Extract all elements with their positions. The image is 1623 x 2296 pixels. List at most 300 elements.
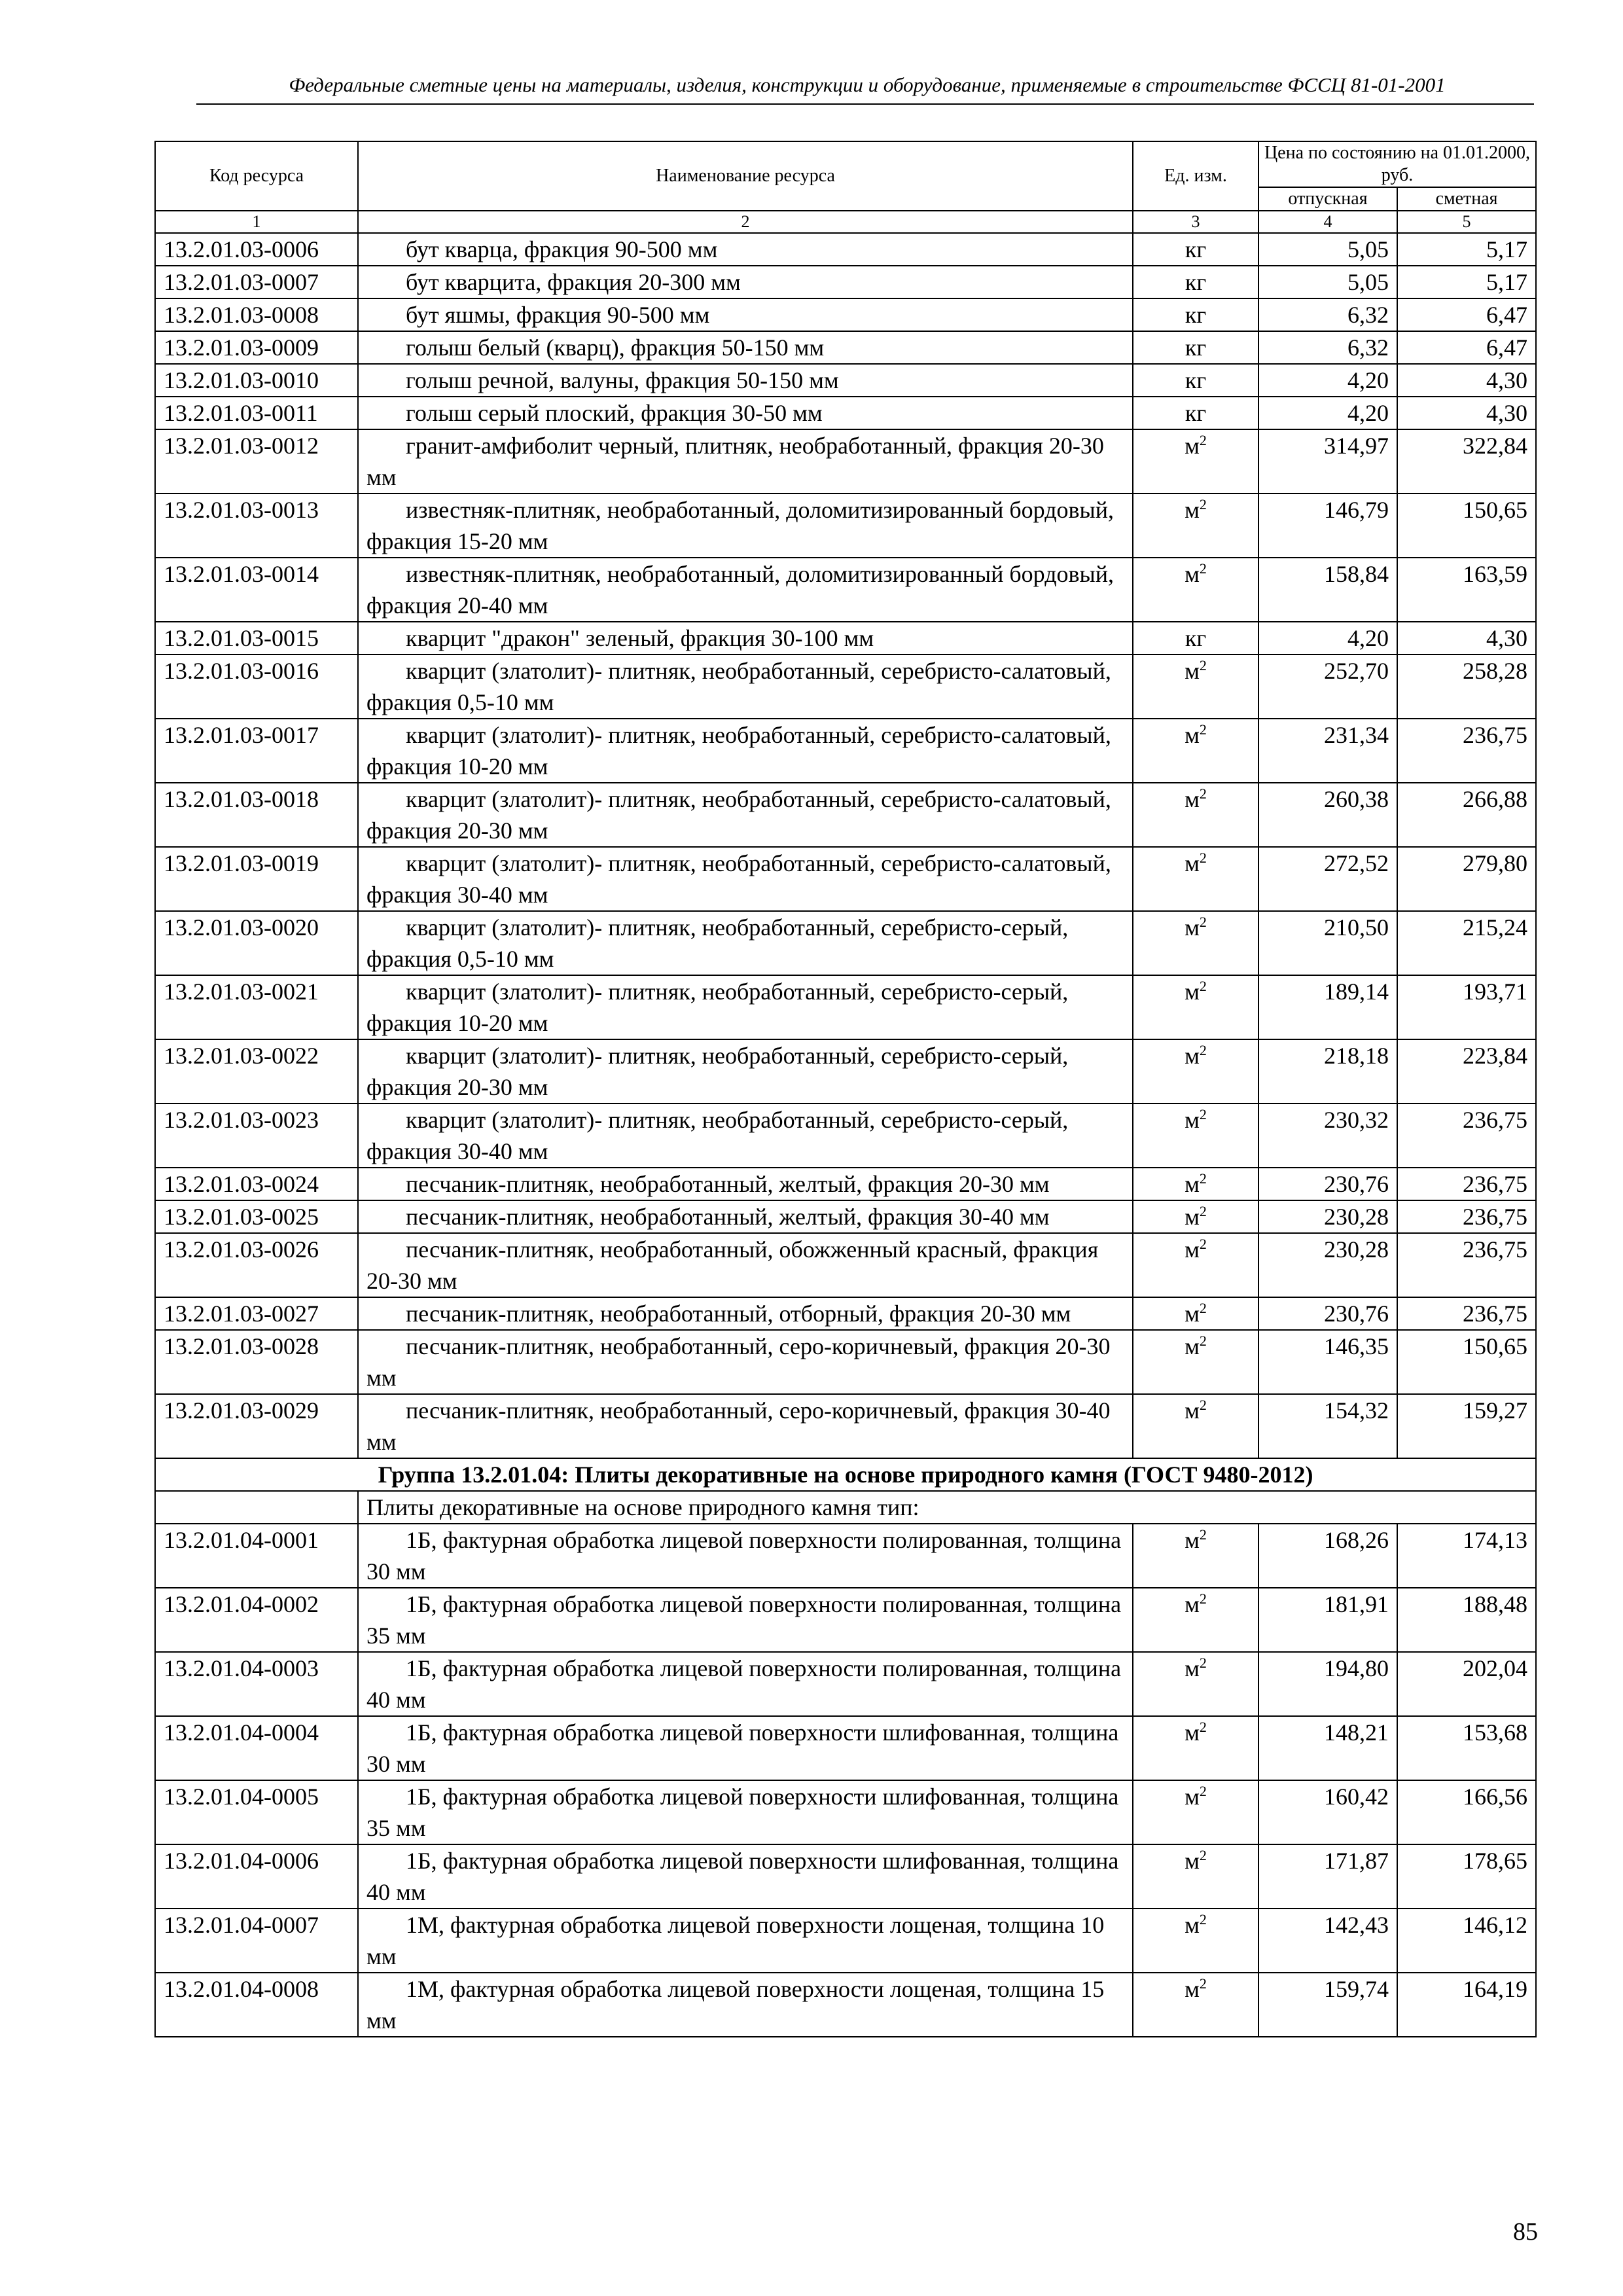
estimate-price: 174,13: [1397, 1524, 1536, 1588]
release-price: 6,32: [1258, 331, 1397, 364]
resource-name-text: голыш речной, валуны, фракция 50-150 мм: [406, 367, 839, 393]
header-unit: Ед. изм.: [1133, 141, 1258, 211]
table-row: [155, 847, 1536, 911]
estimate-price: 188,48: [1397, 1588, 1536, 1652]
release-price: 189,14: [1258, 975, 1397, 1039]
release-price: 230,32: [1258, 1103, 1397, 1168]
unit-text: м: [1185, 1397, 1200, 1424]
table-row: [155, 1652, 1536, 1716]
unit-cell: [1133, 622, 1258, 655]
unit-cell: [1133, 1039, 1258, 1103]
table-row: [155, 1394, 1536, 1458]
group-heading: Группа 13.2.01.04: Плиты декоративные на основе природного камня (ГОСТ 9480-2012): [155, 1458, 1536, 1491]
estimate-price: 266,88: [1397, 783, 1536, 847]
resource-name: [358, 655, 1133, 719]
unit-text: м: [1185, 1784, 1200, 1810]
unit-cell: [1133, 397, 1258, 429]
resource-name-text: песчаник-плитняк, необработанный, серо-коричневый, фракция 20-30 мм: [366, 1333, 1111, 1391]
resource-name: [358, 1200, 1133, 1233]
unit-exponent: 2: [1199, 1300, 1207, 1316]
resource-code: 13.2.01.03-0028: [155, 1330, 358, 1394]
unit-cell: [1133, 266, 1258, 298]
resource-code: 13.2.01.03-0008: [155, 298, 358, 331]
resource-name: [358, 558, 1133, 622]
estimate-price: 236,75: [1397, 719, 1536, 783]
estimate-price: 166,56: [1397, 1780, 1536, 1844]
resource-name-text: 1Б, фактурная обработка лицевой поверхности полированная, толщина 30 мм: [366, 1527, 1122, 1585]
estimate-price: 5,17: [1397, 266, 1536, 298]
resource-name-text: песчаник-плитняк, необработанный, серо-коричневый, фракция 30-40 мм: [366, 1397, 1111, 1455]
unit-exponent: 2: [1199, 1042, 1207, 1058]
resource-code: 13.2.01.03-0029: [155, 1394, 358, 1458]
unit-text: м: [1185, 658, 1200, 684]
release-price: 142,43: [1258, 1909, 1397, 1973]
resource-name-text: голыш серый плоский, фракция 30-50 мм: [406, 400, 823, 426]
resource-name: [358, 266, 1133, 298]
resource-name-text: бут кварца, фракция 90-500 мм: [406, 236, 718, 262]
resource-name-text: 1Б, фактурная обработка лицевой поверхности шлифованная, толщина 35 мм: [366, 1784, 1119, 1841]
unit-cell: [1133, 1652, 1258, 1716]
resource-name: [358, 1524, 1133, 1588]
unit-text: кг: [1185, 236, 1207, 262]
table-row: [155, 266, 1536, 298]
resource-name-text: известняк-плитняк, необработанный, доломитизированный бордовый, фракция 20-40 мм: [366, 561, 1114, 619]
resource-code: 13.2.01.03-0018: [155, 783, 358, 847]
release-price: 4,20: [1258, 364, 1397, 397]
estimate-price: 5,17: [1397, 233, 1536, 266]
unit-text: м: [1185, 914, 1200, 941]
table-row: [155, 298, 1536, 331]
estimate-price: 153,68: [1397, 1716, 1536, 1780]
unit-exponent: 2: [1199, 785, 1207, 802]
unit-cell: [1133, 233, 1258, 266]
resource-code: 13.2.01.04-0002: [155, 1588, 358, 1652]
unit-cell: [1133, 655, 1258, 719]
estimate-price: 236,75: [1397, 1297, 1536, 1330]
release-price: 5,05: [1258, 233, 1397, 266]
unit-text: м: [1185, 1171, 1200, 1197]
release-price: 159,74: [1258, 1973, 1397, 2037]
unit-exponent: 2: [1199, 978, 1207, 994]
resource-name: [358, 364, 1133, 397]
unit-cell: [1133, 558, 1258, 622]
header-estimate-price: сметная: [1397, 187, 1536, 211]
table-row: [155, 1716, 1536, 1780]
resource-code: 13.2.01.04-0005: [155, 1780, 358, 1844]
estimate-price: 322,84: [1397, 429, 1536, 493]
group-heading-row: [155, 1458, 1536, 1491]
table-row: [155, 622, 1536, 655]
unit-text: м: [1185, 1976, 1200, 2002]
release-price: 230,76: [1258, 1297, 1397, 1330]
resource-name: [358, 1103, 1133, 1168]
release-price: 260,38: [1258, 783, 1397, 847]
release-price: 252,70: [1258, 655, 1397, 719]
resource-name: [358, 397, 1133, 429]
release-price: 171,87: [1258, 1844, 1397, 1909]
page-number: 85: [1513, 2218, 1538, 2246]
resource-name: [358, 783, 1133, 847]
release-price: 314,97: [1258, 429, 1397, 493]
resource-name: [358, 622, 1133, 655]
resource-code: 13.2.01.04-0008: [155, 1973, 358, 2037]
resource-name: [358, 975, 1133, 1039]
resource-code: 13.2.01.03-0021: [155, 975, 358, 1039]
unit-text: м: [1185, 433, 1200, 459]
table-row: [155, 655, 1536, 719]
resource-code: 13.2.01.03-0025: [155, 1200, 358, 1233]
resource-code: 13.2.01.03-0010: [155, 364, 358, 397]
unit-cell: [1133, 783, 1258, 847]
estimate-price: 202,04: [1397, 1652, 1536, 1716]
header-release-price: отпускная: [1258, 187, 1397, 211]
unit-cell: [1133, 1780, 1258, 1844]
resource-name-text: бут кварцита, фракция 20-300 мм: [406, 269, 741, 295]
estimate-price: 4,30: [1397, 622, 1536, 655]
resource-name: [358, 847, 1133, 911]
unit-text: м: [1185, 561, 1200, 587]
resource-code: 13.2.01.03-0019: [155, 847, 358, 911]
table-row: [155, 364, 1536, 397]
unit-text: м: [1185, 1912, 1200, 1938]
resource-code: 13.2.01.03-0020: [155, 911, 358, 975]
resource-code: 13.2.01.03-0011: [155, 397, 358, 429]
table-row: [155, 397, 1536, 429]
unit-exponent: 2: [1199, 1590, 1207, 1607]
release-price: 160,42: [1258, 1780, 1397, 1844]
running-header: Федеральные сметные цены на материалы, изделия, конструкции и оборудование, применяемые в строительстве ФССЦ 81-01-2001: [289, 73, 1446, 96]
header-price: Цена по состоянию на 01.01.2000, руб.: [1258, 141, 1536, 187]
resource-name-text: 1М, фактурная обработка лицевой поверхности лощеная, толщина 15 мм: [366, 1976, 1105, 2034]
resource-code: 13.2.01.04-0007: [155, 1909, 358, 1973]
unit-exponent: 2: [1199, 432, 1207, 448]
header-name: Наименование ресурса: [358, 141, 1133, 211]
estimate-price: 193,71: [1397, 975, 1536, 1039]
group-note-row: [155, 1491, 1536, 1524]
table-row: [155, 233, 1536, 266]
unit-exponent: 2: [1199, 1203, 1207, 1219]
resource-name: [358, 1233, 1133, 1297]
resource-name-text: песчаник-плитняк, необработанный, обожженный красный, фракция 20-30 мм: [366, 1236, 1099, 1294]
release-price: 4,20: [1258, 622, 1397, 655]
unit-exponent: 2: [1199, 1783, 1207, 1799]
unit-exponent: 2: [1199, 850, 1207, 866]
resource-code: 13.2.01.03-0007: [155, 266, 358, 298]
unit-text: м: [1185, 1719, 1200, 1746]
resource-name: [358, 1780, 1133, 1844]
unit-cell: [1133, 1716, 1258, 1780]
unit-exponent: 2: [1199, 1911, 1207, 1928]
unit-text: м: [1185, 850, 1200, 876]
resource-code: 13.2.01.04-0001: [155, 1524, 358, 1588]
estimate-price: 4,30: [1397, 364, 1536, 397]
table-row: [155, 493, 1536, 558]
empty-cell: [155, 1491, 358, 1524]
resource-name: [358, 911, 1133, 975]
header-code: Код ресурса: [155, 141, 358, 211]
resource-name: [358, 331, 1133, 364]
resource-code: 13.2.01.03-0014: [155, 558, 358, 622]
resource-code: 13.2.01.04-0003: [155, 1652, 358, 1716]
unit-text: м: [1185, 497, 1200, 523]
table-row: [155, 783, 1536, 847]
table-row: [155, 1168, 1536, 1200]
unit-text: м: [1185, 1300, 1200, 1327]
unit-exponent: 2: [1199, 1170, 1207, 1187]
table-row: [155, 331, 1536, 364]
release-price: 158,84: [1258, 558, 1397, 622]
unit-cell: [1133, 1330, 1258, 1394]
release-price: 146,79: [1258, 493, 1397, 558]
unit-text: м: [1185, 1591, 1200, 1617]
release-price: 230,28: [1258, 1200, 1397, 1233]
table-row: [155, 1297, 1536, 1330]
table-row: [155, 1844, 1536, 1909]
resource-name: [358, 1168, 1133, 1200]
estimate-price: 164,19: [1397, 1973, 1536, 2037]
resource-name: [358, 1330, 1133, 1394]
unit-cell: [1133, 1909, 1258, 1973]
unit-cell: [1133, 1524, 1258, 1588]
estimate-price: 6,47: [1397, 331, 1536, 364]
table-row: [155, 1039, 1536, 1103]
unit-text: кг: [1185, 334, 1207, 361]
resource-name-text: гранит-амфиболит черный, плитняк, необработанный, фракция 20-30 мм: [366, 433, 1104, 490]
table-row: [155, 1200, 1536, 1233]
release-price: 4,20: [1258, 397, 1397, 429]
resource-code: 13.2.01.03-0017: [155, 719, 358, 783]
resource-code: 13.2.01.03-0026: [155, 1233, 358, 1297]
unit-text: м: [1185, 1333, 1200, 1359]
resource-name-text: кварцит (златолит)- плитняк, необработанный, серебристо-серый, фракция 10-20 мм: [366, 978, 1069, 1036]
resource-code: 13.2.01.03-0023: [155, 1103, 358, 1168]
resource-name-text: кварцит (златолит)- плитняк, необработанный, серебристо-салатовый, фракция 10-20 мм: [366, 722, 1111, 780]
unit-cell: [1133, 1973, 1258, 2037]
unit-exponent: 2: [1199, 1397, 1207, 1413]
resource-name: [358, 1652, 1133, 1716]
unit-cell: [1133, 429, 1258, 493]
resource-name-text: 1Б, фактурная обработка лицевой поверхности полированная, толщина 40 мм: [366, 1655, 1122, 1713]
table-row: [155, 429, 1536, 493]
column-number: 2: [358, 211, 1133, 233]
unit-cell: [1133, 1168, 1258, 1200]
unit-text: м: [1185, 1655, 1200, 1681]
resource-code: 13.2.01.03-0006: [155, 233, 358, 266]
estimate-price: 146,12: [1397, 1909, 1536, 1973]
release-price: 272,52: [1258, 847, 1397, 911]
unit-exponent: 2: [1199, 1847, 1207, 1863]
unit-cell: [1133, 364, 1258, 397]
unit-cell: [1133, 1200, 1258, 1233]
unit-cell: [1133, 1844, 1258, 1909]
resource-name-text: песчаник-плитняк, необработанный, желтый, фракция 30-40 мм: [406, 1204, 1050, 1230]
table-row: [155, 719, 1536, 783]
table-row: [155, 911, 1536, 975]
resource-name-text: голыш белый (кварц), фракция 50-150 мм: [406, 334, 825, 361]
unit-text: кг: [1185, 400, 1207, 426]
resource-name-text: кварцит (златолит)- плитняк, необработанный, серебристо-салатовый, фракция 0,5-10 мм: [366, 658, 1111, 715]
estimate-price: 150,65: [1397, 1330, 1536, 1394]
unit-text: м: [1185, 786, 1200, 812]
unit-exponent: 2: [1199, 1975, 1207, 1992]
estimate-price: 258,28: [1397, 655, 1536, 719]
resource-name-text: 1Б, фактурная обработка лицевой поверхности шлифованная, толщина 30 мм: [366, 1719, 1119, 1777]
table-row: [155, 1330, 1536, 1394]
estimate-price: 236,75: [1397, 1233, 1536, 1297]
release-price: 154,32: [1258, 1394, 1397, 1458]
estimate-price: 279,80: [1397, 847, 1536, 911]
resource-name-text: кварцит (златолит)- плитняк, необработанный, серебристо-салатовый, фракция 20-30 мм: [366, 786, 1111, 844]
estimate-price: 163,59: [1397, 558, 1536, 622]
resource-name: [358, 719, 1133, 783]
release-price: 231,34: [1258, 719, 1397, 783]
table-body: [155, 141, 1536, 2037]
estimate-price: 6,47: [1397, 298, 1536, 331]
unit-text: м: [1185, 1236, 1200, 1263]
estimate-price: 236,75: [1397, 1103, 1536, 1168]
unit-cell: [1133, 493, 1258, 558]
unit-exponent: 2: [1199, 721, 1207, 738]
table-row: [155, 1780, 1536, 1844]
unit-text: кг: [1185, 269, 1207, 295]
release-price: 5,05: [1258, 266, 1397, 298]
unit-cell: [1133, 1233, 1258, 1297]
group-note: Плиты декоративные на основе природного камня тип:: [358, 1491, 1536, 1524]
unit-exponent: 2: [1199, 1719, 1207, 1735]
unit-exponent: 2: [1199, 657, 1207, 673]
resource-name: [358, 493, 1133, 558]
unit-exponent: 2: [1199, 1526, 1207, 1543]
resource-name: [358, 1973, 1133, 2037]
resource-name-text: 1Б, фактурная обработка лицевой поверхности шлифованная, толщина 40 мм: [366, 1848, 1119, 1905]
resource-name: [358, 1844, 1133, 1909]
resource-code: 13.2.01.04-0006: [155, 1844, 358, 1909]
release-price: 210,50: [1258, 911, 1397, 975]
unit-cell: [1133, 1588, 1258, 1652]
release-price: 194,80: [1258, 1652, 1397, 1716]
resource-code: 13.2.01.03-0009: [155, 331, 358, 364]
resource-name-text: 1М, фактурная обработка лицевой поверхности лощеная, толщина 10 мм: [366, 1912, 1105, 1969]
table-row: [155, 1909, 1536, 1973]
release-price: 230,28: [1258, 1233, 1397, 1297]
resource-name: [358, 1297, 1133, 1330]
resource-name-text: песчаник-плитняк, необработанный, желтый, фракция 20-30 мм: [406, 1171, 1050, 1197]
unit-text: м: [1185, 1043, 1200, 1069]
resource-name-text: кварцит (златолит)- плитняк, необработанный, серебристо-серый, фракция 0,5-10 мм: [366, 914, 1069, 972]
estimate-price: 236,75: [1397, 1200, 1536, 1233]
resource-name: [358, 298, 1133, 331]
resource-name-text: песчаник-плитняк, необработанный, отборный, фракция 20-30 мм: [406, 1300, 1071, 1327]
unit-text: кг: [1185, 302, 1207, 328]
estimate-price: 223,84: [1397, 1039, 1536, 1103]
unit-cell: [1133, 298, 1258, 331]
unit-text: м: [1185, 1204, 1200, 1230]
unit-text: м: [1185, 978, 1200, 1005]
resource-name: [358, 1588, 1133, 1652]
estimate-price: 150,65: [1397, 493, 1536, 558]
estimate-price: 215,24: [1397, 911, 1536, 975]
resource-code: 13.2.01.03-0013: [155, 493, 358, 558]
unit-cell: [1133, 975, 1258, 1039]
resource-code: 13.2.01.03-0027: [155, 1297, 358, 1330]
release-price: 148,21: [1258, 1716, 1397, 1780]
release-price: 168,26: [1258, 1524, 1397, 1588]
table-row: [155, 1588, 1536, 1652]
release-price: 146,35: [1258, 1330, 1397, 1394]
unit-exponent: 2: [1199, 1236, 1207, 1252]
column-number: 5: [1397, 211, 1536, 233]
unit-exponent: 2: [1199, 496, 1207, 512]
unit-cell: [1133, 1394, 1258, 1458]
table-row: [155, 975, 1536, 1039]
table-row: [155, 1233, 1536, 1297]
resource-name-text: кварцит (златолит)- плитняк, необработанный, серебристо-салатовый, фракция 30-40 мм: [366, 850, 1111, 908]
resource-name-text: кварцит (златолит)- плитняк, необработанный, серебристо-серый, фракция 30-40 мм: [366, 1107, 1069, 1164]
table-row: [155, 1973, 1536, 2037]
resource-name-text: бут яшмы, фракция 90-500 мм: [406, 302, 710, 328]
unit-text: м: [1185, 1107, 1200, 1133]
unit-text: м: [1185, 1527, 1200, 1553]
unit-cell: [1133, 911, 1258, 975]
resource-name: [358, 233, 1133, 266]
release-price: 181,91: [1258, 1588, 1397, 1652]
resource-name-text: кварцит "дракон" зеленый, фракция 30-100 мм: [406, 625, 874, 651]
column-number-row: [155, 211, 1536, 233]
estimate-price: 4,30: [1397, 397, 1536, 429]
resource-code: 13.2.01.03-0012: [155, 429, 358, 493]
header-row: [155, 141, 1536, 187]
resource-code: 13.2.01.03-0022: [155, 1039, 358, 1103]
release-price: 230,76: [1258, 1168, 1397, 1200]
unit-text: м: [1185, 722, 1200, 748]
unit-cell: [1133, 1103, 1258, 1168]
unit-cell: [1133, 847, 1258, 911]
resource-name-text: кварцит (златолит)- плитняк, необработанный, серебристо-серый, фракция 20-30 мм: [366, 1043, 1069, 1100]
unit-exponent: 2: [1199, 1333, 1207, 1349]
unit-exponent: 2: [1199, 914, 1207, 930]
resource-name: [358, 429, 1133, 493]
table-row: [155, 1524, 1536, 1588]
table-row: [155, 558, 1536, 622]
unit-cell: [1133, 1297, 1258, 1330]
resource-name: [358, 1909, 1133, 1973]
column-number: 1: [155, 211, 358, 233]
header-rule: [196, 103, 1534, 105]
resource-name: [358, 1039, 1133, 1103]
unit-exponent: 2: [1199, 1106, 1207, 1122]
estimate-price: 159,27: [1397, 1394, 1536, 1458]
resource-code: 13.2.01.04-0004: [155, 1716, 358, 1780]
unit-text: м: [1185, 1848, 1200, 1874]
price-table: [154, 141, 1537, 2037]
estimate-price: 236,75: [1397, 1168, 1536, 1200]
resource-name-text: 1Б, фактурная обработка лицевой поверхности полированная, толщина 35 мм: [366, 1591, 1122, 1649]
unit-text: кг: [1185, 367, 1207, 393]
unit-text: кг: [1185, 625, 1207, 651]
unit-cell: [1133, 331, 1258, 364]
table-row: [155, 1103, 1536, 1168]
release-price: 6,32: [1258, 298, 1397, 331]
resource-name: [358, 1394, 1133, 1458]
resource-code: 13.2.01.03-0015: [155, 622, 358, 655]
unit-exponent: 2: [1199, 1655, 1207, 1671]
estimate-price: 178,65: [1397, 1844, 1536, 1909]
release-price: 218,18: [1258, 1039, 1397, 1103]
resource-code: 13.2.01.03-0024: [155, 1168, 358, 1200]
resource-code: 13.2.01.03-0016: [155, 655, 358, 719]
resource-name-text: известняк-плитняк, необработанный, доломитизированный бордовый, фракция 15-20 мм: [366, 497, 1114, 554]
resource-name: [358, 1716, 1133, 1780]
